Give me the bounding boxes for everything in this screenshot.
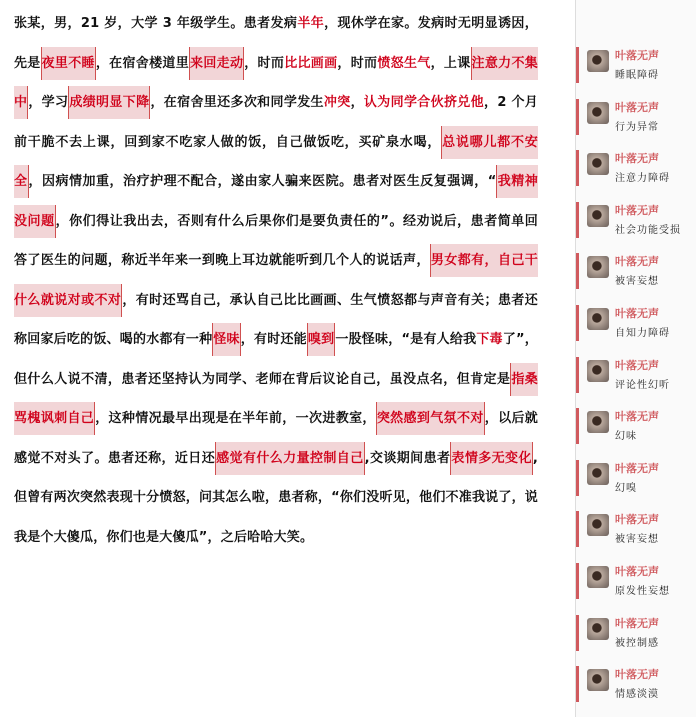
highlighted-text: 半年 (297, 16, 325, 31)
avatar (587, 102, 609, 124)
avatar (587, 256, 609, 278)
comment-author: 叶落无声 (615, 255, 659, 269)
body-text: ,交谈期间患者 (364, 450, 451, 466)
comment-author: 叶落无声 (615, 152, 659, 166)
annotated-text[interactable]: 怪味 (212, 323, 240, 356)
comment-author: 叶落无声 (615, 358, 659, 372)
comment-card[interactable] (576, 511, 696, 547)
body-text: ， (350, 95, 364, 110)
annotated-text[interactable]: 来回走动 (189, 47, 244, 80)
annotated-text[interactable]: 成绩明显下降 (68, 86, 150, 119)
comment-card[interactable] (576, 408, 696, 444)
comment-author: 叶落无声 (615, 616, 659, 630)
annotated-text[interactable]: 嗅到 (307, 323, 335, 356)
highlighted-text: 比比画画 (284, 55, 338, 71)
comment-author: 叶落无声 (615, 100, 659, 114)
avatar (587, 360, 609, 382)
comment-author: 叶落无声 (615, 565, 659, 578)
annotated-text[interactable]: 注意力不集中 (14, 47, 538, 120)
comment-text: 社会功能受损 (615, 224, 681, 236)
highlighted-text: 冲突 (323, 95, 351, 110)
annotated-text[interactable]: 表情多无变化 (450, 442, 532, 475)
annotated-text[interactable]: 感觉有什么力量控制自己 (215, 442, 364, 475)
comment-text: 被害妄想 (615, 534, 659, 546)
annotated-text[interactable]: 夜里不睡 (41, 47, 96, 80)
avatar (587, 618, 609, 640)
body-text: 了”，但什么人说不清，患者还坚持认为同学、老师在背后议论自己，虽没点名，但肯定是 (14, 332, 538, 387)
body-text: ，有时还能 (240, 332, 307, 347)
comment-author: 叶落无声 (615, 307, 659, 320)
body-text: ，有时还骂自己，承认自己比比画画、生气愤怒都与声音有关；患者还称回家后吃的饭、喝的水都有一种 (14, 292, 538, 347)
body-text: ，因病情加重，治疗护理不配合，遂由家人骗来医院。患者对医生反复强调，“ (28, 174, 497, 189)
comment-text: 评论性幻听 (615, 379, 670, 391)
comment-author: 叶落无声 (615, 668, 659, 682)
body-text: ，在宿舍楼道里 (95, 55, 190, 71)
comment-card[interactable] (576, 253, 696, 289)
comment-text: 情感淡漠 (615, 689, 659, 701)
highlighted-text: 认为同学合伙挤兑他 (363, 95, 484, 110)
avatar (587, 514, 609, 536)
annotated-text[interactable]: 指桑骂槐讽刺自己 (14, 363, 538, 436)
annotated-text[interactable]: 男女都有，自己干什么就说对或不对 (14, 244, 538, 317)
body-text: ，时而 (337, 55, 378, 71)
document-body (14, 4, 538, 557)
comment-card[interactable] (576, 150, 696, 186)
comment-text: 幻味 (615, 431, 637, 443)
comment-author: 叶落无声 (615, 513, 659, 527)
comment-author: 叶落无声 (615, 410, 659, 424)
body-text: 一股怪味，“是有人给我 (335, 332, 477, 347)
body-text: ，时而 (244, 55, 285, 71)
annotated-text[interactable]: 突然感到气氛不对 (376, 402, 485, 435)
comment-author: 叶落无声 (615, 461, 659, 475)
comment-card[interactable] (576, 47, 696, 83)
body-text: ，现休学在家。发病时无明显诱因，先是 (14, 16, 539, 71)
comment-card[interactable] (576, 615, 696, 651)
annotated-text[interactable]: 我精神没问题 (14, 165, 538, 238)
comment-text: 自知力障碍 (615, 328, 670, 339)
comment-text: 注意力障碍 (615, 173, 670, 185)
body-text: ，学习 (28, 95, 69, 110)
avatar (587, 308, 609, 330)
avatar (587, 566, 609, 588)
comment-card[interactable] (576, 99, 696, 135)
comment-text: 被控制感 (615, 637, 659, 649)
comment-author: 叶落无声 (615, 203, 659, 217)
avatar (587, 669, 609, 691)
highlighted-text: 愤怒生气 (377, 55, 431, 71)
body-text: ，上课 (430, 55, 471, 71)
comments-sidebar (575, 0, 696, 717)
comment-card[interactable] (576, 563, 696, 599)
avatar (587, 411, 609, 433)
comment-author: 叶落无声 (615, 49, 659, 62)
comment-text: 幻嗅 (615, 482, 637, 494)
avatar (587, 463, 609, 485)
body-text: ，在宿舍里还多次和同学发生 (150, 95, 324, 110)
comment-text: 被害妄想 (615, 276, 659, 288)
avatar (587, 205, 609, 227)
comment-card[interactable] (576, 460, 696, 496)
comment-text: 睡眠障碍 (615, 70, 659, 81)
comment-text: 行为异常 (615, 121, 659, 133)
annotated-text[interactable]: 总说哪儿都不安全 (14, 126, 538, 199)
body-text: ，以后就感觉不对头了。患者还称，近日还 (14, 411, 539, 466)
comment-card[interactable] (576, 357, 696, 393)
avatar (587, 50, 609, 72)
body-text: ，2 个月前干脆不去上课，回到家不吃家人做的饭，自己做饭吃，买矿泉水喝， (14, 95, 538, 150)
comment-card[interactable] (576, 666, 696, 702)
comment-text: 原发性妄想 (615, 586, 670, 597)
body-text: ,但曾有两次突然表现十分愤怒，问其怎么啦，患者称，“你们没听见，他们不准我说了，说我是个大傻瓜，你们也是大傻瓜”，之后哈哈大笑。 (14, 450, 538, 545)
comment-card[interactable] (576, 305, 696, 341)
body-text: ，这种情况最早出现是在半年前，一次进教室， (95, 411, 376, 426)
highlighted-text: 下毒 (476, 332, 503, 347)
comment-card[interactable] (576, 202, 696, 238)
body-text: 张某，男，21 岁，大学 3 年级学生。患者发病 (14, 16, 298, 31)
avatar (587, 153, 609, 175)
body-text: ，你们得让我出去，否则有什么后果你们是要负责任的”。经劝说后，患者简单回答了医生的问题，称近半年来一到晚上耳边就能听到几个人的说话声， (14, 213, 538, 268)
